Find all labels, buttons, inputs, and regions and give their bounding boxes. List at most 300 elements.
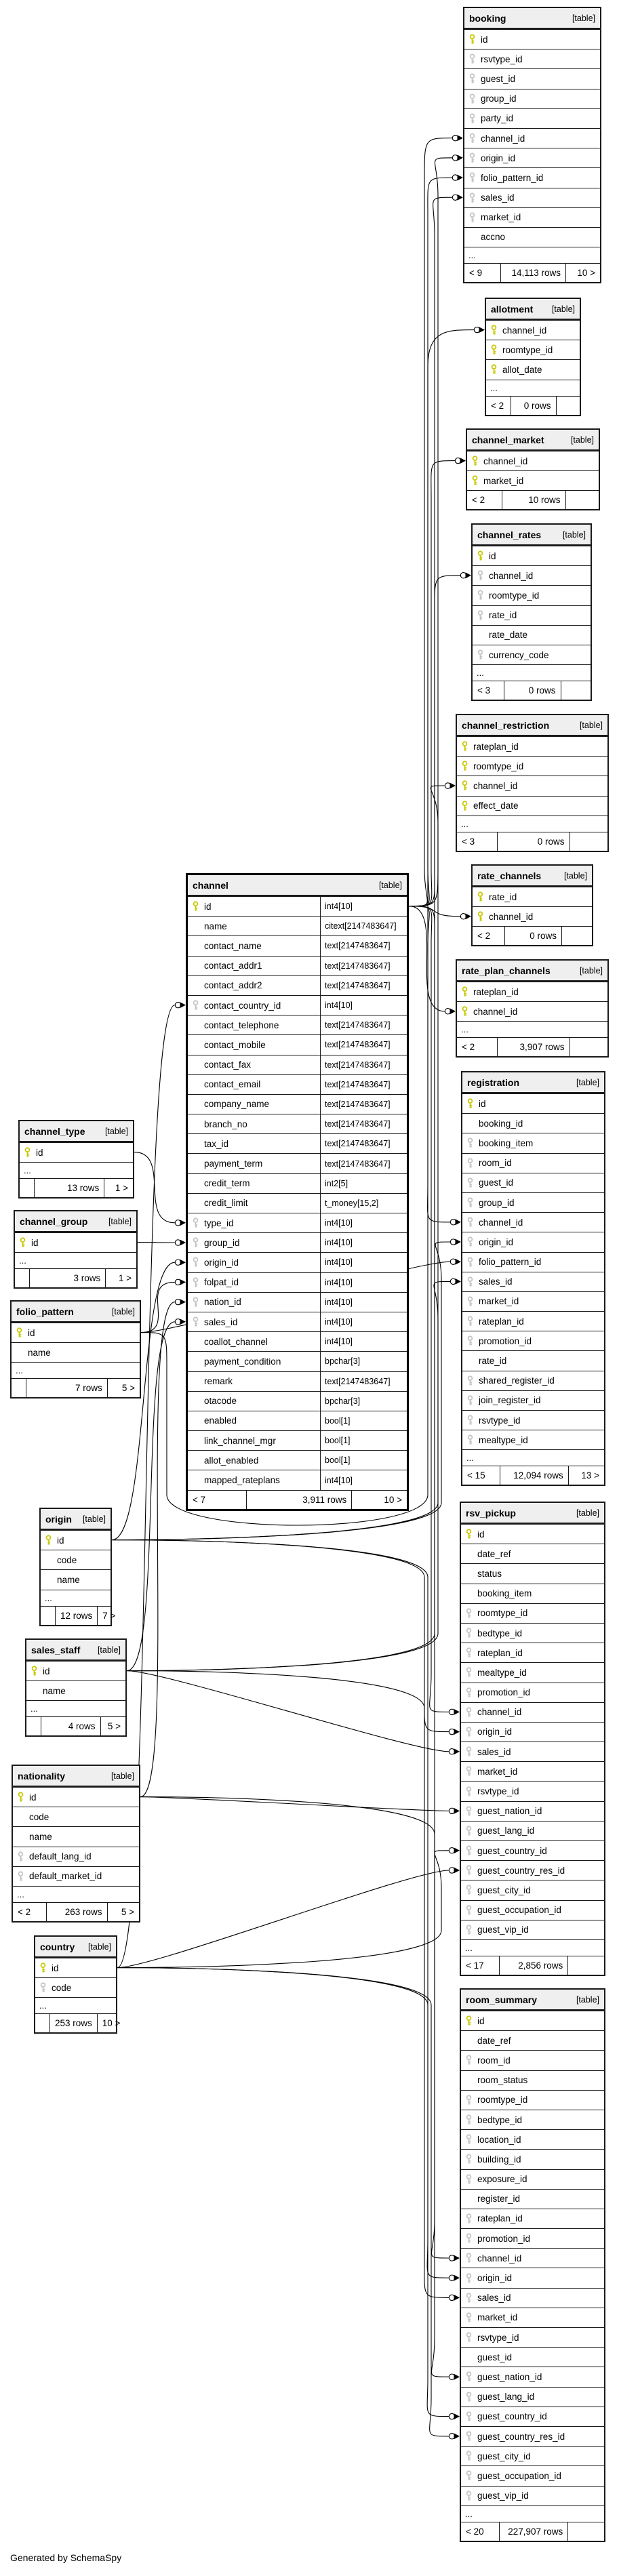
table-registration[interactable] [461,1071,605,1486]
edge-zero-circle [452,195,458,200]
column-type: int4[10] [320,1293,407,1312]
column-type: text[2147483647] [320,976,407,995]
edge-zero-circle [449,2413,454,2419]
column-name: guest_city_id [477,1885,531,1895]
table-header[interactable] [35,1937,116,1958]
table-header[interactable] [457,961,607,982]
foreign-key-icon [465,2273,477,2284]
column-row-guest_nation_id [461,2367,604,2386]
degree-right [557,397,580,415]
column-name: type_id [204,1217,234,1228]
column-name: rate_date [489,630,528,641]
table-footer [41,1606,116,1625]
table-title[interactable]: registration [467,1076,520,1088]
edge-arrowhead [180,1002,186,1008]
primary-key-icon [471,475,483,486]
column-type: text[2147483647] [320,1372,407,1391]
edge-arrowhead [466,913,472,919]
foreign-key-icon [192,1277,204,1288]
column-row-remark [188,1371,407,1391]
edge-zero-circle [449,2255,454,2261]
edge-arrowhead [458,155,464,161]
foreign-key-icon [477,570,489,581]
primary-key-icon [461,1006,473,1017]
foreign-key-icon [465,2233,477,2244]
table-title[interactable]: sales_staff [31,1644,81,1655]
column-row-name [12,1342,140,1362]
primary-key-icon [461,801,473,811]
column-row-contact_addr1 [188,956,407,975]
table-title[interactable]: rate_channels [477,870,542,881]
column-row-code [13,1807,139,1826]
edge-arrowhead [454,1847,460,1853]
column-row-id [473,546,591,565]
table-rate_channels[interactable] [471,864,593,946]
primary-key-icon [477,550,489,561]
foreign-key-icon [465,2174,477,2185]
degree-right: 1 > [115,1183,128,1194]
column-name: market_id [477,2312,518,2323]
edge-arrowhead [454,2374,460,2380]
column-name: rateplan_id [479,1316,524,1327]
column-row-rate_id [462,1350,604,1370]
degree-right: 10 > [102,2018,121,2029]
table-room_summary[interactable] [460,1988,605,2542]
column-name: id [477,1529,485,1539]
edge-zero-circle [449,2295,454,2300]
column-name: id [479,1098,486,1109]
foreign-key-icon [465,2451,477,2461]
table-sales_staff[interactable] [25,1638,127,1737]
primary-key-icon [31,1666,43,1676]
column-name: group_id [204,1237,240,1248]
table-channel_market[interactable] [466,428,600,510]
ellipsis-row: ... [26,1700,125,1716]
column-row-sales_id [461,2288,604,2308]
column-type: t_money[15,2] [320,1194,407,1213]
column-name: roomtype_id [473,761,524,771]
column-name: sales_id [477,1746,511,1757]
column-row-status [461,1563,604,1583]
table-tag: [table] [108,1216,132,1226]
column-name: allot_enabled [204,1455,259,1466]
column-name: rateplan_id [473,986,519,997]
table-channel_restriction[interactable] [456,714,609,852]
column-row-id [461,2011,604,2030]
column-row-guest_occupation_id [461,2466,604,2485]
column-name: name [29,1831,52,1842]
column-row-branch_no [188,1114,407,1133]
foreign-key-icon [192,1217,204,1228]
column-row-roomtype_id [457,756,607,776]
table-footer [461,1956,604,1975]
table-tag: [table] [378,880,402,890]
column-row-channel_id [461,2248,604,2268]
column-row-id [26,1661,125,1681]
primary-key-icon [17,1792,29,1803]
foreign-key-icon [465,1687,477,1698]
column-row-channel_id [464,128,600,148]
column-type: text[2147483647] [320,957,407,975]
degree-right [561,681,591,700]
foreign-key-icon [466,1276,479,1287]
column-row-name [26,1681,125,1700]
column-row-guest_country_res_id [461,1860,604,1880]
table-title[interactable]: booking [469,12,506,24]
table-footer [473,681,591,700]
edge-zero-circle [449,1848,454,1853]
column-name: origin_id [479,1236,514,1247]
column-name: channel_id [477,1707,522,1718]
column-row-credit_limit [188,1193,407,1213]
column-row-contact_name [188,935,407,955]
edge-zero-circle [175,1319,180,1325]
foreign-key-icon [466,1178,479,1188]
edge-arrowhead [456,1259,462,1265]
table-title[interactable]: channel_type [24,1125,85,1137]
row-count: 3 rows [30,1269,106,1287]
column-name: contact_email [204,1079,261,1090]
degree-left: < 17 [461,1956,500,1975]
degree-right: 13 > [581,1470,599,1481]
column-name: rate_id [489,610,517,621]
table-header[interactable] [467,430,599,451]
column-row-contact_fax [188,1055,407,1074]
degree-right [570,832,608,851]
column-name: mealtype_id [477,1667,527,1678]
column-row-link_channel_mgr [188,1430,407,1450]
column-row-guest_lang_id [461,1821,604,1840]
relationship-edge-origin.id-to-room_summary.origin_id [112,1540,460,2281]
column-name: date_ref [477,2035,511,2046]
foreign-key-icon [465,2114,477,2125]
edge-arrowhead [454,2433,460,2439]
ellipsis-row: ... [12,1362,140,1378]
column-name: remark [204,1376,233,1387]
column-name: otacode [204,1396,237,1407]
column-row-register_id [461,2189,604,2209]
table-header[interactable] [12,1302,140,1323]
column-row-room_status [461,2070,604,2090]
foreign-key-icon [468,73,481,84]
foreign-key-icon [465,1746,477,1757]
foreign-key-icon [465,2154,477,2165]
column-name: id [31,1237,39,1248]
degree-right [568,2522,604,2541]
column-row-id [35,1958,116,1977]
column-row-guest_country_res_id [461,2426,604,2446]
column-name: roomtype_id [502,344,553,355]
degree-left [15,1269,30,1287]
edge-zero-circle [175,1240,180,1245]
edge-arrowhead [454,1868,460,1874]
column-row-name [41,1569,111,1589]
edge-zero-circle [450,1220,456,1225]
table-header[interactable] [461,1990,604,2011]
primary-key-icon [39,1963,52,1973]
foreign-key-icon [465,2470,477,2481]
foreign-key-icon [465,1608,477,1619]
foreign-key-icon [465,2431,477,2442]
table-channel_group[interactable] [14,1210,138,1289]
edge-zero-circle [175,1299,180,1304]
table-header[interactable] [461,1503,604,1524]
column-row-payment_term [188,1153,407,1173]
ellipsis-row: ... [462,1449,604,1466]
table-channel_type[interactable] [18,1120,134,1199]
column-row-name [13,1826,139,1846]
primary-key-icon [465,2015,477,2026]
table-header[interactable] [464,8,600,29]
column-row-guest_country_id [461,1840,604,1860]
edge-arrowhead [458,195,464,201]
table-title[interactable]: nationality [18,1770,66,1782]
table-channel[interactable] [186,873,409,1511]
table-title[interactable]: channel_market [472,434,544,445]
table-header[interactable] [188,875,407,896]
relationship-edge-channel_type.id-to-channel.type_id [134,1152,186,1226]
edge-zero-circle [449,1729,454,1734]
table-footer [457,832,607,851]
foreign-key-icon [466,1197,479,1208]
column-name: branch_no [204,1119,247,1129]
column-row-guest_city_id [461,2446,604,2466]
column-row-group_id [464,89,600,108]
foreign-key-icon [468,212,481,223]
column-row-code [41,1550,111,1569]
degree-right: 7 > [102,1610,116,1621]
column-row-sales_id [464,188,600,207]
table-header[interactable] [462,1072,604,1093]
table-title[interactable]: origin [45,1513,72,1525]
column-row-mealtype_id [462,1430,604,1449]
table-booking[interactable] [463,7,601,283]
column-name: shared_register_id [479,1375,555,1386]
row-count: 3,907 rows [498,1038,570,1056]
degree-right: 5 > [121,1906,134,1917]
edge-zero-circle [445,783,450,788]
column-row-credit_term [188,1173,407,1193]
edge-arrowhead [454,2413,460,2419]
foreign-key-icon [465,1766,477,1777]
column-row-origin_id [461,2268,604,2287]
column-type: bool[1] [320,1431,407,1450]
table-title[interactable]: rate_plan_channels [462,965,551,976]
column-name: market_id [483,475,524,486]
column-name: guest_id [479,1178,514,1188]
column-row-rateplan_id [461,2209,604,2228]
column-row-folpat_id [188,1272,407,1292]
foreign-key-icon [477,649,489,660]
primary-key-icon [461,741,473,752]
column-row-join_register_id [462,1390,604,1410]
edge-arrowhead [479,327,485,333]
column-name: booking_item [479,1138,534,1148]
column-row-id [461,1524,604,1544]
degree-left: < 2 [13,1903,47,1921]
table-header[interactable] [473,866,592,887]
table-footer [457,1037,607,1056]
column-name: status [477,1568,502,1579]
row-count: 263 rows [47,1903,107,1921]
column-row-mealtype_id [461,1662,604,1682]
column-row-contact_mobile [188,1034,407,1054]
column-name: guest_lang_id [477,1826,535,1836]
column-type: text[2147483647] [320,1114,407,1133]
table-header[interactable] [20,1121,133,1142]
edge-arrowhead [180,1279,186,1285]
table-header[interactable] [473,525,591,546]
column-name: guest_nation_id [477,2371,542,2382]
edge-zero-circle [452,175,458,180]
column-type: text[2147483647] [320,1035,407,1054]
column-name: contact_telephone [204,1020,279,1030]
edge-zero-circle [449,2374,454,2379]
foreign-key-icon [465,1786,477,1797]
edge-arrowhead [458,135,464,141]
column-name: link_channel_mgr [204,1435,276,1446]
table-country[interactable] [34,1935,121,2034]
column-name: id [29,1792,37,1803]
column-name: building_id [477,2154,521,2165]
table-tag: [table] [82,1514,106,1524]
degree-left [41,1607,56,1625]
table-allotment[interactable] [485,298,581,416]
column-name: coallot_channel [204,1336,268,1347]
column-name: group_id [479,1197,515,1208]
edge-zero-circle [449,1709,454,1714]
edge-zero-circle [175,1220,180,1226]
foreign-key-icon [468,153,481,163]
foreign-key-icon [17,1851,29,1862]
edge-arrowhead [454,1808,460,1814]
edge-arrowhead [180,1299,186,1305]
degree-right: 1 > [118,1273,132,1284]
ellipsis-row: ... [464,247,600,263]
relationship-edge-nationality.id-to-room_summary.guest_nation_id [140,1797,460,2380]
edge-arrowhead [456,1239,462,1245]
primary-key-icon [461,761,473,771]
foreign-key-icon [465,2095,477,2106]
edge-zero-circle [175,1260,180,1265]
column-name: promotion_id [479,1335,532,1346]
relationship-edge-sales_staff.id-to-room_summary.sales_id [127,1671,460,2301]
column-type: int4[10] [320,1213,407,1232]
foreign-key-icon [477,590,489,601]
edge-zero-circle [460,914,466,919]
generator-note: Generated by SchemaSpy [10,2552,122,2563]
foreign-key-icon [465,1925,477,1935]
table-header[interactable] [486,299,580,320]
table-header[interactable] [13,1766,139,1787]
column-row-contact_country_id [188,995,407,1015]
column-row-group_id [462,1192,604,1212]
column-name: rsvtype_id [479,1415,521,1426]
column-row-default_market_id [13,1866,139,1886]
table-title[interactable]: channel_restriction [462,719,550,731]
table-rsv_pickup[interactable] [460,1502,605,1976]
degree-left: < 7 [188,1491,247,1509]
table-rate_plan_channels[interactable] [456,959,609,1058]
column-name: contact_addr1 [204,961,262,971]
row-count: 12 rows [56,1607,98,1625]
row-count: 14,113 rows [501,264,566,282]
table-header[interactable] [26,1640,125,1661]
column-row-tax_id [188,1133,407,1153]
column-name: origin_id [477,1727,513,1737]
column-row-id [41,1530,111,1550]
table-title[interactable]: rsv_pickup [466,1507,516,1518]
table-title[interactable]: folio_pattern [16,1306,74,1317]
column-name: roomtype_id [489,590,540,601]
column-name: date_ref [477,1548,511,1559]
table-header[interactable] [457,715,607,736]
column-name: folpat_id [204,1277,239,1288]
degree-left [35,2014,50,2032]
table-title[interactable]: country [40,1941,75,1952]
foreign-key-icon [466,1257,479,1268]
table-nationality[interactable] [12,1765,140,1923]
table-title[interactable]: room_summary [466,1994,538,2005]
column-name: effect_date [473,801,519,811]
column-name: mealtype_id [479,1434,528,1445]
row-count: 0 rows [504,681,561,700]
foreign-key-icon [192,1297,204,1308]
column-name: currency_code [489,649,549,660]
table-title[interactable]: channel [193,879,228,891]
table-header[interactable] [41,1509,111,1530]
primary-key-icon [192,901,204,912]
table-footer [473,926,592,945]
table-header[interactable] [15,1211,136,1232]
column-row-rateplan_id [457,982,607,1001]
column-name: market_id [481,212,521,223]
table-title[interactable]: channel_group [20,1215,88,1227]
column-name: party_id [481,113,514,124]
column-type: text[2147483647] [320,1015,407,1034]
table-origin[interactable] [39,1508,116,1626]
row-count: 0 rows [511,397,556,415]
column-name: rateplan_id [473,741,519,752]
column-name: name [28,1347,51,1358]
table-channel_rates[interactable] [471,523,592,701]
ellipsis-row: ... [13,1886,139,1902]
foreign-key-icon [465,1845,477,1856]
column-row-origin_id [188,1252,407,1272]
relationship-edge-channel_group.id-to-channel.group_id [138,1240,186,1246]
table-folio_pattern[interactable] [10,1300,141,1398]
column-row-bedtype_id [461,1623,604,1643]
table-title[interactable]: channel_rates [477,529,542,540]
column-name: default_market_id [29,1871,102,1882]
column-name: group_id [481,94,517,104]
foreign-key-icon [466,1158,479,1169]
column-name: exposure_id [477,2174,527,2185]
foreign-key-icon [465,2055,477,2066]
foreign-key-icon [465,2491,477,2501]
column-row-rate_id [473,605,591,625]
column-row-id [12,1323,140,1342]
column-row-mapped_rateplans [188,1470,407,1489]
foreign-key-icon [466,1296,479,1307]
column-row-nation_id [188,1292,407,1312]
column-row-channel_id [457,1001,607,1021]
edge-arrowhead [454,1729,460,1735]
column-name: origin_id [204,1257,239,1268]
table-title[interactable]: allotment [491,303,534,315]
degree-right [566,491,599,509]
column-name: rate_id [489,891,517,902]
